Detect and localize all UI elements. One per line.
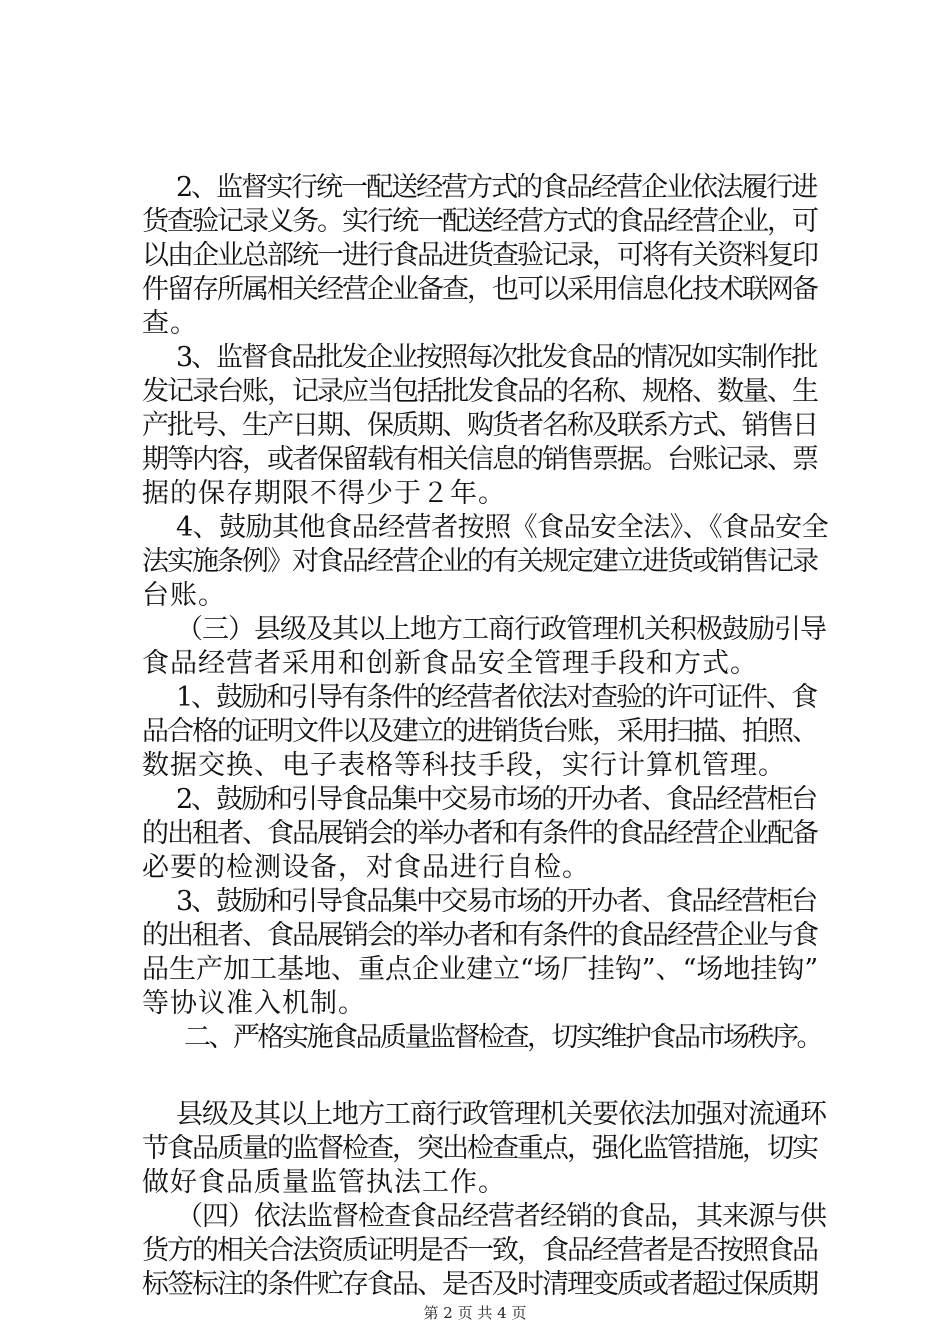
paragraph-line: 货方的相关合法资质证明是否一致，食品经营者是否按照食品	[142, 1235, 817, 1266]
paragraph-line: 以由企业总部统一进行食品进货查验记录，可将有关资料复印	[142, 240, 817, 271]
paragraph-line: 1、鼓励和引导有条件的经营者依法对查验的许可证件、食	[176, 682, 817, 713]
paragraph-line: 品合格的证明文件以及建立的进销货台账，采用扫描、拍照、	[142, 716, 817, 747]
section-heading-line: 食品经营者采用和创新食品安全管理手段和方式。	[142, 648, 758, 679]
paragraph-line: 查。	[142, 308, 198, 339]
paragraph-line: 标签标注的条件贮存食品、是否及时清理变质或者超过保质期	[142, 1269, 817, 1300]
paragraph-line: 3、鼓励和引导食品集中交易市场的开办者、食品经营柜台	[176, 886, 817, 917]
paragraph-line: 等协议准入机制。	[142, 988, 366, 1019]
paragraph-line: 发记录台账，记录应当包括批发食品的名称、规格、数量、生	[142, 376, 817, 407]
paragraph-line: 数据交换、电子表格等科技手段，实行计算机管理。	[142, 750, 786, 781]
paragraph-line: 据的保存期限不得少于２年。	[142, 478, 506, 509]
paragraph-line: 台账。	[142, 580, 226, 611]
section-heading-line: 二、严格实施食品质量监督检查，切实维护食品市场秩序。	[184, 1022, 821, 1053]
paragraph-line: 3、监督食品批发企业按照每次批发食品的情况如实制作批	[176, 342, 817, 373]
paragraph-line: 件留存所属相关经营企业备查，也可以采用信息化技术联网备	[142, 274, 817, 305]
paragraph-line: 品生产加工基地、重点企业建立“场厂挂钩”、“场地挂钩”	[142, 954, 819, 985]
paragraph-line: 货查验记录义务。实行统一配送经营方式的食品经营企业，可	[142, 206, 817, 237]
section-heading-line: （三）县级及其以上地方工商行政管理机关积极鼓励引导	[176, 614, 826, 645]
paragraph-line: 做好食品质量监管执法工作。	[142, 1167, 506, 1198]
paragraph-line: 4、鼓励其他食品经营者按照《食品安全法》、《食品安全	[176, 512, 829, 543]
paragraph-line: 2、监督实行统一配送经营方式的食品经营企业依法履行进	[176, 172, 817, 203]
paragraph-line: 县级及其以上地方工商行政管理机关要依法加强对流通环	[176, 1099, 826, 1130]
paragraph-line: 的出租者、食品展销会的举办者和有条件的食品经营企业与食	[142, 920, 817, 951]
section-heading-line: （四）依法监督检查食品经营者经销的食品，其来源与供	[176, 1201, 826, 1232]
paragraph-line: 的出租者、食品展销会的举办者和有条件的食品经营企业配备	[142, 818, 817, 849]
paragraph-line: 产批号、生产日期、保质期、购货者名称及联系方式、销售日	[142, 410, 817, 441]
paragraph-line: 法实施条例》对食品经营企业的有关规定建立进货或销售记录	[142, 546, 817, 577]
paragraph-line: 必要的检测设备，对食品进行自检。	[142, 852, 590, 883]
paragraph-line: 2、鼓励和引导食品集中交易市场的开办者、食品经营柜台	[176, 784, 817, 815]
page-number-footer: 第 2 页 共 4 页	[423, 1304, 527, 1322]
paragraph-line: 节食品质量的监督检查，突出检查重点，强化监管措施，切实	[142, 1133, 817, 1164]
paragraph-line: 期等内容，或者保留载有相关信息的销售票据。台账记录、票	[142, 444, 817, 475]
